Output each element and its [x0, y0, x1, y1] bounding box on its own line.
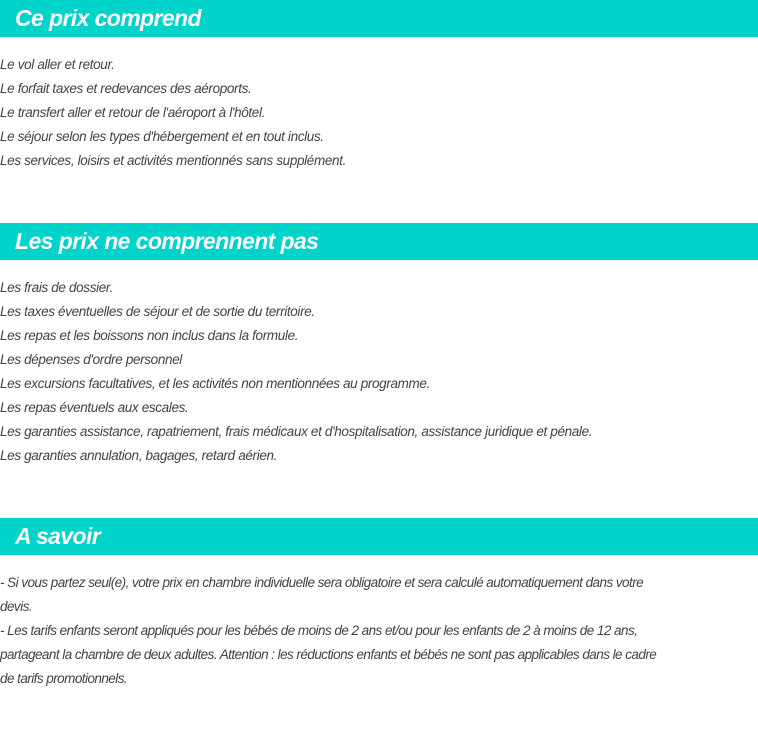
- list-item: Le forfait taxes et redevances des aéroports.: [0, 81, 252, 96]
- text-line: devis.: [0, 599, 32, 614]
- list-item: Les repas et les boissons non inclus dans la formule.: [0, 328, 299, 343]
- text-line: de tarifs promotionnels.: [0, 671, 128, 686]
- list-item: Les garanties annulation, bagages, retard aérien.: [0, 448, 278, 463]
- section-title: Les prix ne comprennent pas: [15, 228, 319, 254]
- included-list: [0, 53, 346, 173]
- list-item: Les dépenses d'ordre personnel: [0, 352, 182, 367]
- list-item: Les excursions facultatives, et les activités non mentionnées au programme.: [0, 376, 430, 391]
- section-header-included: [0, 0, 758, 37]
- list-item: Les taxes éventuelles de séjour et de sortie du territoire.: [0, 304, 315, 319]
- text-line: - Si vous partez seul(e), votre prix en chambre individuelle sera obligatoire et sera calculé automatiquement dans votre: [0, 575, 644, 590]
- not-included-list: [0, 276, 592, 468]
- section-title: A savoir: [15, 523, 101, 549]
- section-header-not-included: [0, 223, 758, 260]
- section-header-good-to-know: [0, 518, 758, 555]
- list-item: Les services, loisirs et activités mentionnés sans supplément.: [0, 153, 346, 168]
- text-line: partageant la chambre de deux adultes. Attention : les réductions enfants et bébés ne sont pas applicables dans le cadre: [0, 647, 657, 662]
- text-line: - Les tarifs enfants seront appliqués pour les bébés de moins de 2 ans et/ou pour les enfants de 2 à moins de 12 ans,: [0, 623, 638, 638]
- list-item: Le transfert aller et retour de l'aéroport à l'hôtel.: [0, 105, 266, 120]
- good-to-know-text: [0, 571, 656, 691]
- section-title: Ce prix comprend: [15, 5, 201, 31]
- list-item: Les frais de dossier.: [0, 280, 113, 295]
- list-item: Les repas éventuels aux escales.: [0, 400, 189, 415]
- list-item: Les garanties assistance, rapatriement, frais médicaux et d'hospitalisation, assistance juridique et pénale.: [0, 424, 593, 439]
- list-item: Le vol aller et retour.: [0, 57, 115, 72]
- list-item: Le séjour selon les types d'hébergement et en tout inclus.: [0, 129, 324, 144]
